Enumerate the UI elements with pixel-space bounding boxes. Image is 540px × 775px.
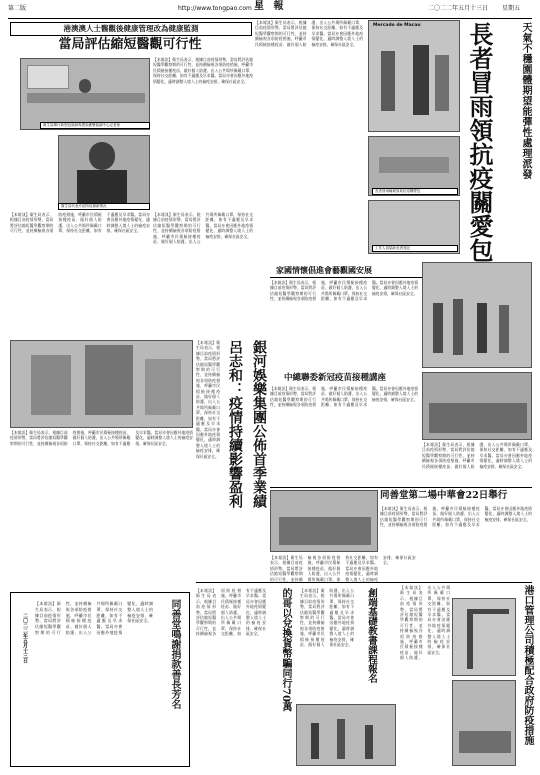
- page-number: 第二版: [8, 5, 27, 12]
- reading-class-photo: [296, 704, 396, 766]
- caption-press-conference: 衛生局舉行新型冠狀病毒感染應變協調中心記者會: [40, 122, 150, 129]
- subhead-galaxy: 呂志和：疫情持續影響盈利: [227, 340, 243, 508]
- kicker-top-left: 港澳澳人士醫觀後健康管理改為健康監測: [10, 22, 252, 36]
- divider-bottom: [196, 582, 532, 583]
- article-text-top-d: 【本報訊】衛生局表示，根據目前疫情形勢，當局將評估縮短醫學觀察期的可行性，並持續檢視各項防疫措施，呼籲市民積極接種疫苗、做好個人防護，出入公共場所佩戴口罩，保持社交距離，如有不適應及早求醫。當局亦會因應外地疫情變化，適時調整入境人士的檢疫安排，確保社區安全。: [255, 20, 363, 47]
- port-cargo-photo: [452, 680, 516, 766]
- article-text-national: 【本報訊】衛生局表示，根據目前疫情形勢，當局將評估縮短醫學觀察期的可行性，並持續檢視各項防疫措施，呼籲市民積極接種疫苗、做好個人防護，出入公共場所佩戴口罩，保持社交距離，如有不適應及早求醫。當局亦會因應外地疫情變化，適時調整入境人士的檢疫安排，確保社區安全。: [270, 280, 418, 302]
- article-text-top-a: 【本報訊】衛生局表示，根據目前疫情形勢，當局將評估縮短醫學觀察期的可行性，並持續檢視各項防疫措施，呼籲市民積極接種疫苗、做好個人防護，出入公共場所佩戴口罩，保持社交距離，如有不適應及早求醫。當局亦會因應外地疫情變化，適時調整入境人士的檢疫安排，確保社區安全。: [153, 57, 253, 84]
- weekday: 星期五: [502, 5, 521, 12]
- site-url: http://www.tongpao.com: [178, 5, 252, 12]
- registration-photo: [368, 136, 460, 196]
- caption-registration: 長者冒雨輪候領取抗疫關愛包: [372, 188, 458, 195]
- market-photo: [368, 20, 460, 132]
- article-text-port: 【本報訊】衛生局表示，根據目前疫情形勢，當局將評估縮短醫學觀察期的可行性，並持續檢視各項防疫措施，呼籲市民積極接種疫苗、做好個人防護，出入公共場所佩戴口罩，保持社交距離，如有不適應及早求醫。當局亦會因應外地疫情變化，適時調整入境人士的檢疫安排，確保社區安全。: [400, 585, 450, 661]
- article-text-galaxy: 【本報訊】衛生局表示，根據目前疫情形勢，當局將評估縮短醫學觀察期的可行性，並持續檢視各項防疫措施，呼籲市民積極接種疫苗、做好個人防護，出入公共場所佩戴口罩，保持社交距離，如有不適應及早求醫。當局亦會因應外地疫情變化，適時調整入境人士的檢疫安排，確保社區安全。: [10, 430, 193, 446]
- headline-fraud: 的哥以兌換貨幣騙同行70萬: [280, 588, 291, 712]
- caption-official: 衛生局代表介紹防疫最新情況: [58, 203, 150, 210]
- exhibition-photo: [422, 262, 532, 368]
- page-header: [8, 1, 532, 19]
- article-text-top-c: 【本報訊】衛生局表示，根據目前疫情形勢，當局將評估縮短醫學觀察期的可行性，並持續檢視各項防疫措施，呼籲市民積極接種疫苗、做好個人防護，出入公共場所佩戴口罩，保持社交距離，如有不適應及早求醫。當局亦會因應外地疫情變化，適時調整入境人士的檢疫安排，確保社區安全。: [153, 212, 253, 245]
- market-sign-label: Mercado de Macau: [373, 23, 421, 28]
- article-text-fraud: 【本報訊】衛生局表示，根據目前疫情形勢，當局將評估縮短醫學觀察期的可行性，並持續檢視各項防疫措施，呼籲市民積極接種疫苗、做好個人防護，出入公共場所佩戴口罩，保持社交距離，如有不適應及早求醫。當局亦會因應外地疫情變化，適時調整入境人士的檢疫安排，確保社區安全。: [196, 588, 266, 637]
- headline-tongshin: 同善堂第二場中華會22日舉行: [380, 490, 508, 501]
- headline-national: 家國情懷倡進會藝觀國安展: [276, 265, 372, 275]
- article-text-tongshin-b: 【本報訊】衛生局表示，根據目前疫情形勢，當局將評估縮短醫學觀察期的可行性，並持續檢視各項防疫措施，呼籲市民積極接種疫苗、做好個人防護，出入公共場所佩戴口罩，保持社交距離，如有不適應及早求醫。當局亦會因應外地疫情變化，適時調整入境人士的檢疫安排，確保社區安全。: [270, 555, 416, 582]
- charity-donor-list: 【本報訊】衛生局表示，根據目前疫情形勢，當局將評估縮短醫學觀察期的可行性，並持續檢視各項防疫措施，呼籲市民積極接種疫苗、做好個人防護，出入公共場所佩戴口罩，保持社交距離，如有不適應及早求醫。當局亦會因應外地疫情變化，適時調整入境人士的檢疫安排，確保社區安全。: [35, 601, 153, 635]
- article-text-galaxy-b: 【本報訊】衛生局表示，根據目前疫情形勢，當局將評估縮短醫學觀察期的可行性，並持續檢視各項防疫措施，呼籲市民積極接種疫苗、做好個人防護，出入公共場所佩戴口罩，保持社交距離，如有不適應及早求醫。當局亦會因應外地疫情變化，適時調整入境人士的檢疫安排，確保社區安全。: [196, 340, 220, 459]
- port-crane-photo: [452, 598, 516, 676]
- article-text-tongshin: 【本報訊】衛生局表示，根據目前疫情形勢，當局將評估縮短醫學觀察期的可行性，並持續檢視各項防疫措施，呼籲市民積極接種疫苗、做好個人防護，出入公共場所佩戴口罩，保持社交距離，如有不適應及早求醫。當局亦會因應外地疫情變化，適時調整入境人士的檢疫安排，確保社區安全。: [380, 506, 532, 528]
- masthead: 星 報: [254, 1, 287, 12]
- headline-galaxy: 銀河娛樂集團公佈首季業績: [251, 340, 267, 508]
- headline-top-left: 當局評估縮短醫觀可行性: [58, 37, 202, 52]
- press-conference-photo: [20, 58, 150, 130]
- building-photo: [10, 340, 193, 428]
- headline-reading: 創端基礎教書課程報名: [366, 588, 377, 683]
- headline-vaccine: 中總聯委新冠疫苗接種講座: [284, 373, 387, 383]
- divider-tongshin: [270, 487, 532, 488]
- charity-date: 二〇二二年五月十三日: [22, 613, 28, 663]
- issue-date: 二〇二二年五月十三日: [428, 5, 489, 12]
- caption-staff: 工作人員協助長者登記: [372, 245, 458, 252]
- kicker-right-top: 天氣不穩園體期望能彈性處理派發: [520, 22, 531, 180]
- article-text-vaccine-b: 【本報訊】衛生局表示，根據目前疫情形勢，當局將評估縮短醫學觀察期的可行性，並持續檢視各項防疫措施，呼籲市民積極接種疫苗、做好個人防護，出入公共場所佩戴口罩，保持社交距離，如有不適應及早求醫。當局亦會因應外地疫情變化，適時調整入境人士的檢疫安排，確保社區安全。: [422, 442, 532, 469]
- headline-charity: 同善堂鳴謝捐款善長芳名: [169, 599, 180, 709]
- vaccine-talk-photo: [422, 372, 532, 440]
- headline-right-top: 長者冒雨領抗疫關愛包: [465, 22, 494, 262]
- charity-notice-box: [10, 592, 190, 767]
- headline-port: 港口管理公司積極配合政府防疫措施: [522, 585, 533, 745]
- article-text-vaccine: 【本報訊】衛生局表示，根據目前疫情形勢，當局將評估縮短醫學觀察期的可行性，並持續檢視各項防疫措施，呼籲市民積極接種疫苗、做好個人防護，出入公共場所佩戴口罩，保持社交距離，如有不適應及早求醫。當局亦會因應外地疫情變化，適時調整入境人士的檢疫安排，確保社區安全。: [270, 386, 418, 408]
- meeting-photo: [270, 490, 378, 552]
- official-photo: [58, 135, 150, 209]
- article-text-top-b: 【本報訊】衛生局表示，根據目前疫情形勢，當局將評估縮短醫學觀察期的可行性，並持續檢視各項防疫措施，呼籲市民積極接種疫苗、做好個人防護，出入公共場所佩戴口罩，保持社交距離，如有不適應及早求醫。當局亦會因應外地疫情變化，適時調整入境人士的檢疫安排，確保社區安全。: [10, 212, 150, 234]
- article-text-reading: 【本報訊】衛生局表示，根據目前疫情形勢，當局將評估縮短醫學觀察期的可行性，並持續檢視各項防疫措施，呼籲市民積極接種疫苗、做好個人防護，出入公共場所佩戴口罩，保持社交距離，如有不適應及早求醫。當局亦會因應外地疫情變化，適時調整入境人士的檢疫安排，確保社區安全。: [300, 588, 354, 648]
